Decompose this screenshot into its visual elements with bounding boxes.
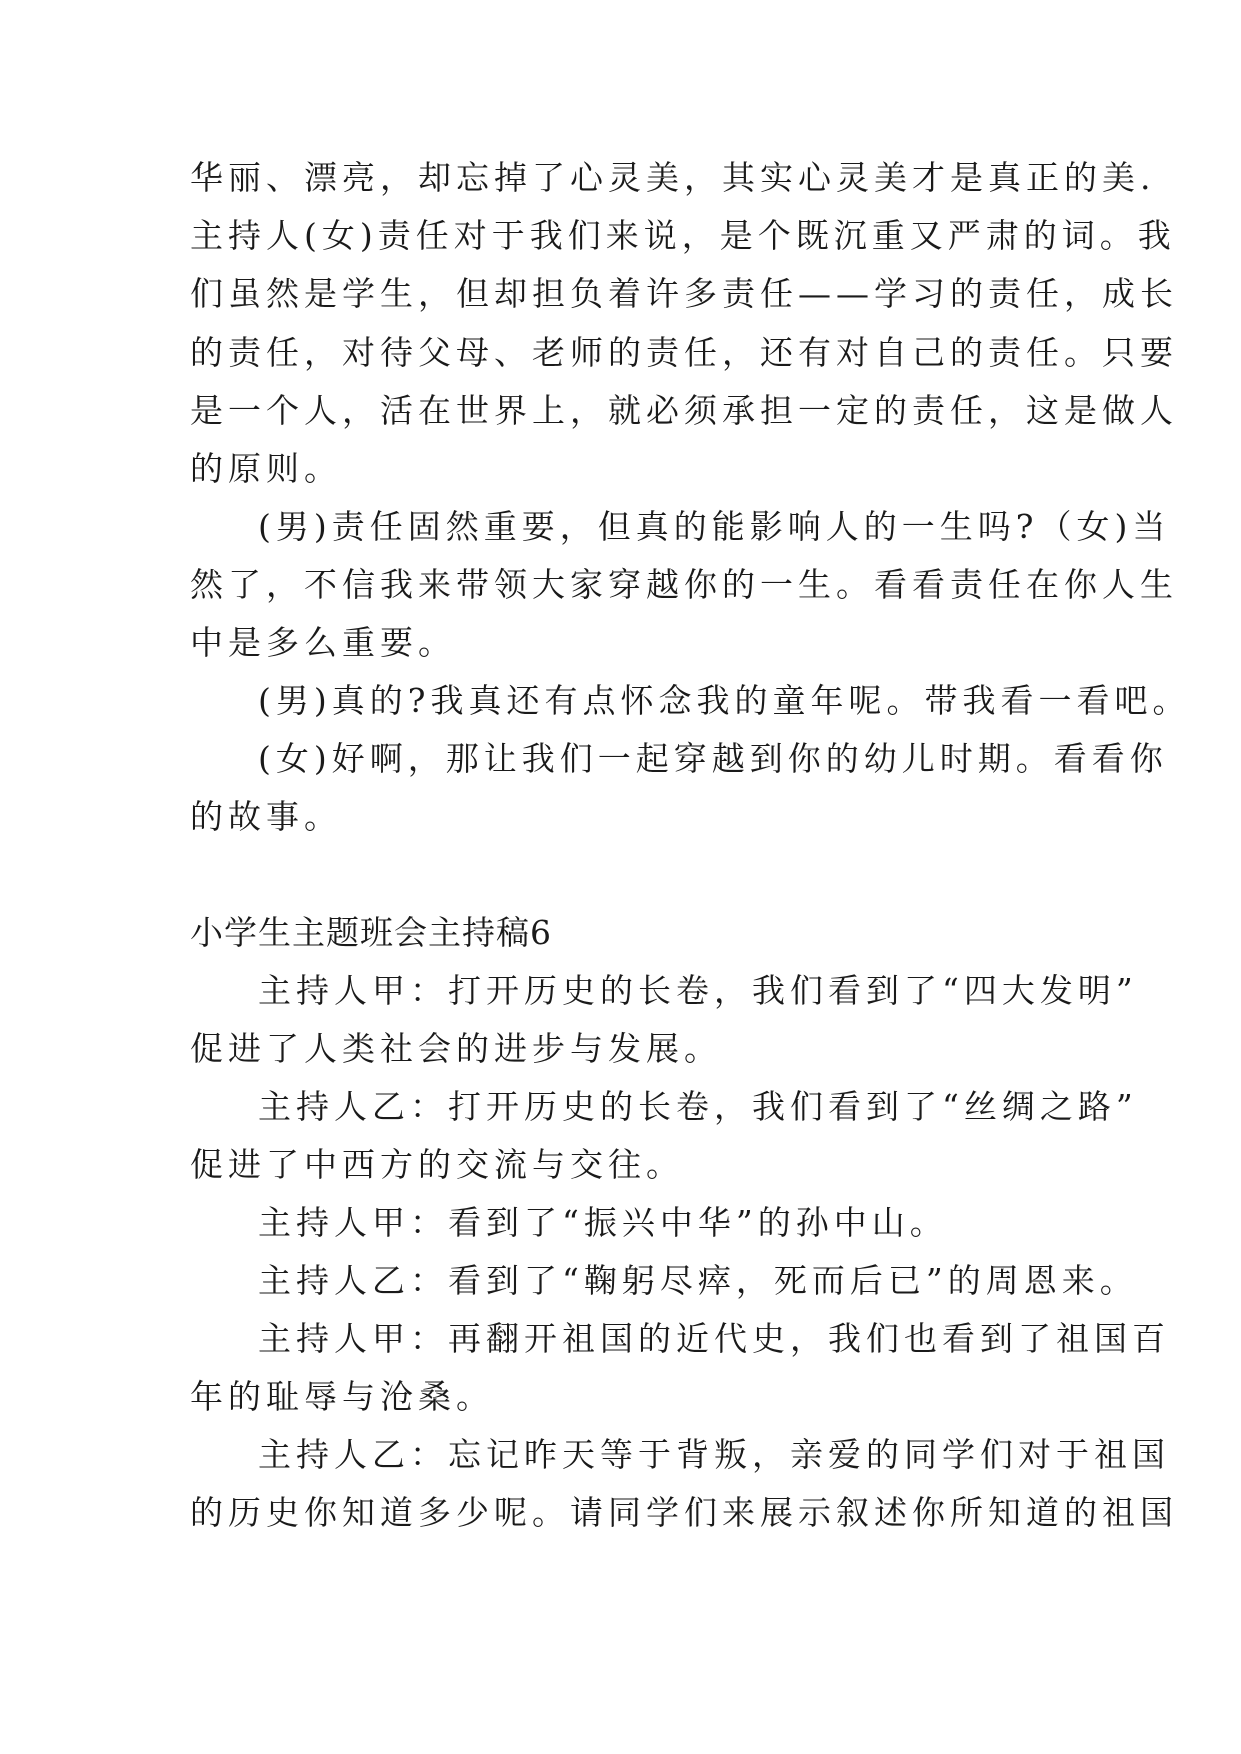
text-line: 的历史你知道多少呢。请同学们来展示叙述你所知道的祖国 — [190, 1493, 1178, 1532]
text-line: 的责任，对待父母、老师的责任，还有对自己的责任。只要 — [190, 333, 1178, 372]
text-line: 主持人(女)责任对于我们来说，是个既沉重又严肃的词。我 — [190, 216, 1176, 255]
section-heading: 小学生主题班会主持稿6 — [190, 913, 552, 952]
text-line: 主持人甲：打开历史的长卷，我们看到了“四大发明” — [258, 971, 1138, 1010]
text-line: 促进了中西方的交流与交往。 — [190, 1145, 684, 1184]
text-line: 华丽、漂亮，却忘掉了心灵美，其实心灵美才是真正的美. — [190, 158, 1156, 197]
text-line: 主持人甲：再翻开祖国的近代史，我们也看到了祖国百 — [258, 1319, 1170, 1358]
text-line: 主持人乙：忘记昨天等于背叛，亲爱的同学们对于祖国 — [258, 1435, 1170, 1474]
text-line: 中是多么重要。 — [190, 623, 456, 662]
text-line: (男)真的?我真还有点怀念我的童年呢。带我看一看吧。 — [258, 681, 1191, 720]
text-line: 促进了人类社会的进步与发展。 — [190, 1029, 722, 1068]
text-line: 们虽然是学生，但却担负着许多责任——学习的责任，成长 — [190, 274, 1178, 313]
text-line: 然了，不信我来带领大家穿越你的一生。看看责任在你人生 — [190, 565, 1178, 604]
text-line: 主持人乙：打开历史的长卷，我们看到了“丝绸之路” — [258, 1087, 1138, 1126]
text-line: (女)好啊，那让我们一起穿越到你的幼儿时期。看看你 — [258, 739, 1168, 778]
text-line: (男)责任固然重要，但真的能影响人的一生吗?（女)当 — [258, 507, 1171, 546]
text-line: 年的耻辱与沧桑。 — [190, 1377, 494, 1416]
text-line: 主持人甲：看到了“振兴中华”的孙中山。 — [258, 1203, 948, 1242]
text-line: 的故事。 — [190, 797, 342, 836]
text-line: 的原则。 — [190, 449, 342, 488]
text-line: 主持人乙：看到了“鞠躬尽瘁，死而后已”的周恩来。 — [258, 1261, 1138, 1300]
text-line: 是一个人，活在世界上，就必须承担一定的责任，这是做人 — [190, 391, 1178, 430]
